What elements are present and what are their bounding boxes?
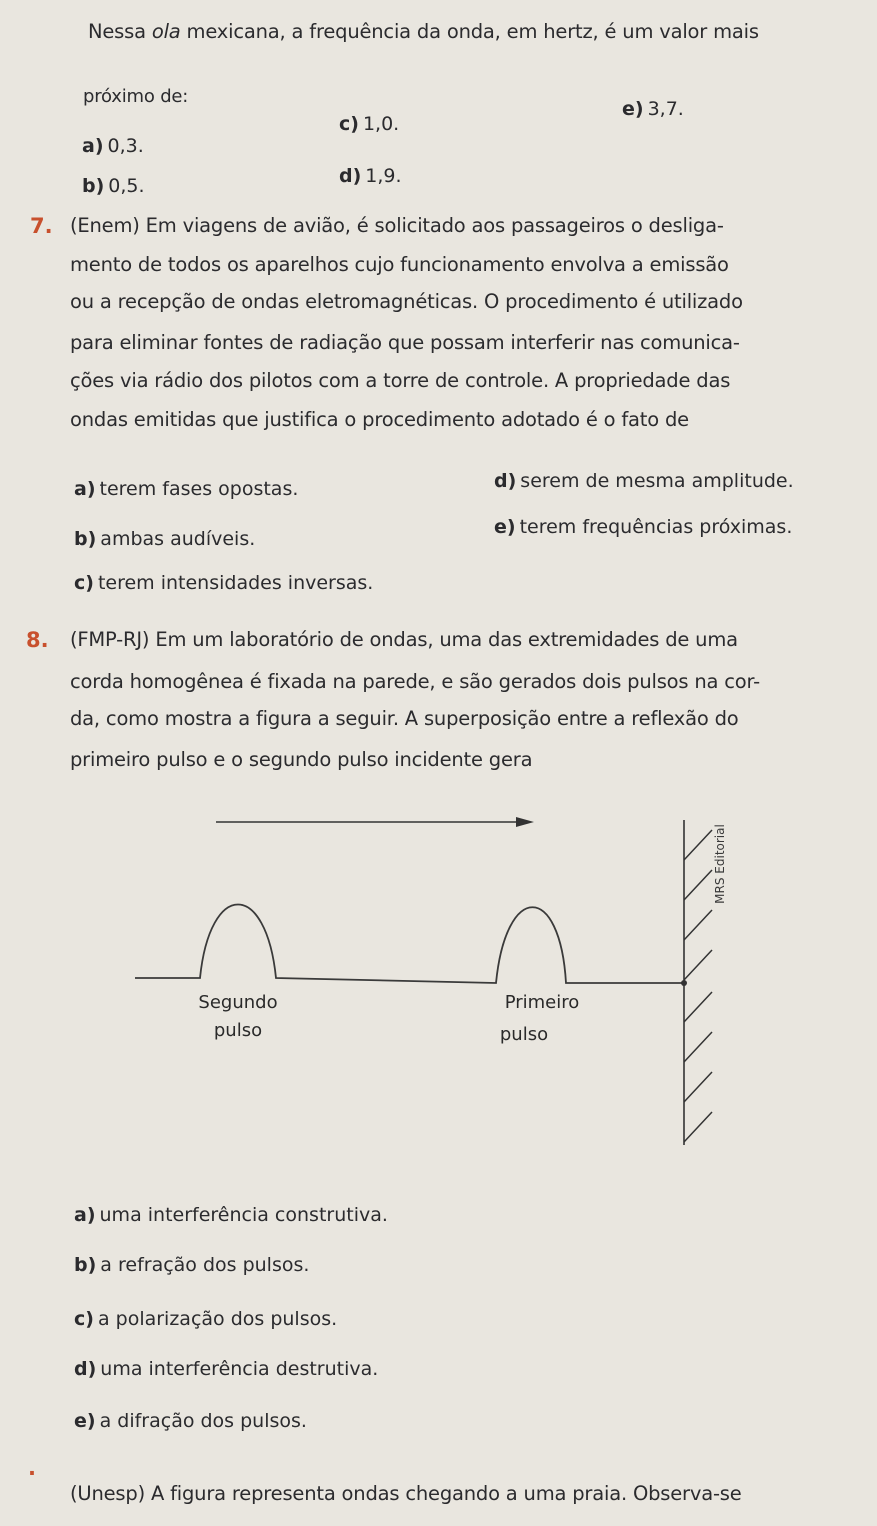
arrowhead-icon — [516, 817, 534, 827]
label-first-pulse-1: Primeiro — [504, 992, 580, 1013]
q8-line: (FMP-RJ) Em um laboratório de ondas, uma das extremidades de uma — [70, 628, 738, 651]
intro-option-a[interactable]: a) 0,3. — [82, 135, 144, 157]
q7-option-a[interactable]: a) terem fases opostas. — [74, 478, 299, 500]
label-second-pulse-1: Segundo — [198, 992, 278, 1013]
q7-line: (Enem) Em viagens de avião, é solicitado aos passageiros o desliga- — [70, 214, 724, 237]
image-credit: MRS Editorial — [713, 824, 727, 904]
q8-option-e[interactable]: e) a difração dos pulsos. — [74, 1410, 307, 1432]
q7-option-d[interactable]: d) serem de mesma amplitude. — [494, 470, 794, 492]
intro-italic-word: ola — [151, 20, 181, 43]
q8-figure — [0, 800, 877, 1160]
q7-line: ou a recepção de ondas eletromagnéticas. O procedimento é utilizado — [70, 290, 743, 313]
q8-line: corda homogênea é fixada na parede, e são gerados dois pulsos na cor- — [70, 670, 760, 693]
intro-option-c[interactable]: c) 1,0. — [339, 113, 400, 135]
intro-line-1: Nessa ola mexicana, a frequência da onda, em hertz, é um valor mais — [88, 20, 759, 43]
intro-line-2: próximo de: — [83, 86, 189, 107]
q7-option-e[interactable]: e) terem frequências próximas. — [494, 516, 793, 538]
intro-option-e[interactable]: e) 3,7. — [622, 98, 684, 120]
q8-line: da, como mostra a figura a seguir. A superposição entre a reflexão do — [70, 707, 739, 730]
q8-line: primeiro pulso e o segundo pulso incidente gera — [70, 748, 533, 771]
q7-option-b[interactable]: b) ambas audíveis. — [74, 528, 256, 550]
q7-line: mento de todos os aparelhos cujo funcionamento envolva a emissão — [70, 253, 729, 276]
intro-option-b[interactable]: b) 0,5. — [82, 175, 145, 197]
label-second-pulse-2: pulso — [213, 1020, 263, 1041]
q9-line: (Unesp) A figura representa ondas chegando a uma praia. Observa-se — [70, 1482, 742, 1505]
q7-line: para eliminar fontes de radiação que possam interferir nas comunica- — [70, 331, 740, 354]
q7-number: 7. — [30, 214, 53, 238]
wall-hatching — [684, 830, 712, 1142]
rope-with-pulses — [135, 905, 684, 984]
q7-line: ções via rádio dos pilotos com a torre de controle. A propriedade das — [70, 369, 731, 392]
q8-option-b[interactable]: b) a refração dos pulsos. — [74, 1254, 310, 1276]
q8-option-a[interactable]: a) uma interferência construtiva. — [74, 1204, 388, 1226]
q8-number: 8. — [26, 628, 49, 652]
intro-option-d[interactable]: d) 1,9. — [339, 165, 402, 187]
q8-option-d[interactable]: d) uma interferência destrutiva. — [74, 1358, 379, 1380]
q7-option-c[interactable]: c) terem intensidades inversas. — [74, 572, 374, 594]
q8-option-c[interactable]: c) a polarização dos pulsos. — [74, 1308, 338, 1330]
q7-line: ondas emitidas que justifica o procedimento adotado é o fato de — [70, 408, 689, 431]
label-first-pulse-2: pulso — [499, 1024, 549, 1045]
q9-number-fragment: . — [28, 1456, 36, 1480]
